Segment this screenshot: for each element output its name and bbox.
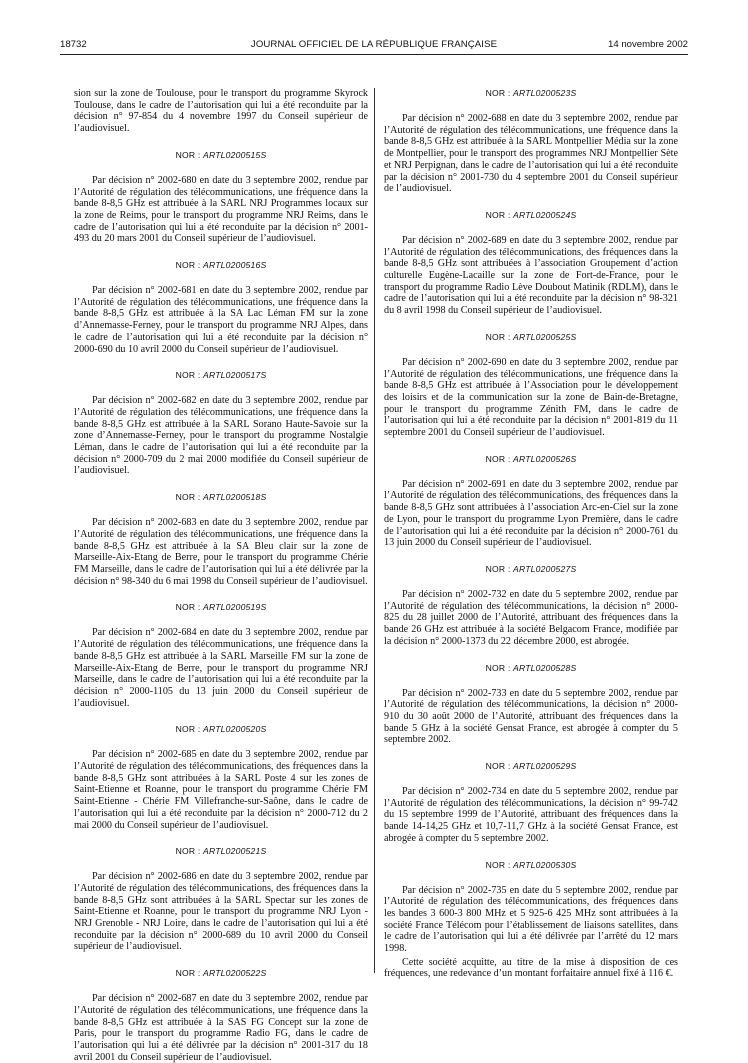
nor-reference <box>384 454 678 464</box>
nor-id: ARTL0200525S <box>513 331 577 342</box>
nor-label: NOR : <box>485 859 511 870</box>
right-column <box>384 88 678 980</box>
nor-label: NOR : <box>175 846 201 857</box>
decision-paragraph: Par décision n° 2002-733 en date du 5 septembre 2002, rendue par l’Autorité de régulation des télécommunications, la décision n° 2000-910 du 30 août 2000 de l’Autorité, attribuant des fréquences dans la bande 5 GHz à la société Gensat France, est abrogée à compter du 5 septembre 2002. <box>384 687 678 746</box>
page-header <box>60 39 688 53</box>
decision-paragraph: Par décision n° 2002-685 en date du 3 septembre 2002, rendue par l’Autorité de régulation des télécommunications, des fréquences dans la bande 8-8,5 GHz sont attribuées à la SARL Poste 4 sur les zones de Saint-Etienne et Roanne, pour le transport du programme Chérie FM Saint-Etienne - Chérie FM Villefranche-sur-Saône, dans le cadre de l’autorisation qui lui a été reconduite par la décision n° 2000-712 du 2 mai 2000 du Conseil supérieur de l’audiovisuel. <box>74 749 368 831</box>
nor-label: NOR : <box>175 724 201 735</box>
nor-reference <box>384 332 678 342</box>
decision-paragraph: Par décision n° 2002-680 en date du 3 septembre 2002, rendue par l’Autorité de régulation des télécommunications, une fréquence dans la bande 8-8,5 GHz est attribuée à la SARL NRJ Programmes locaux sur la zone de Reims, pour le transport du programme NRJ Reims, dans le cadre de l’autorisation qui lui a été reconduite par la décision n° 2001-493 du 20 mars 2001 du Conseil supérieur de l’audiovisuel. <box>74 174 368 245</box>
decision-paragraph: Par décision n° 2002-681 en date du 3 septembre 2002, rendue par l’Autorité de régulation des télécommunications, une fréquence dans la bande 8-8,5 GHz est attribuée à la SA Lac Léman FM sur la zone d’Annemasse-Ferney, pour le transport du programme NRJ Alpes, dans le cadre de l’autorisation qui lui a été reconduite par la décision n° 2000-690 du 10 avril 2000 du Conseil supérieur de l’audiovisuel. <box>74 285 368 355</box>
nor-reference <box>74 492 368 502</box>
nor-label: NOR : <box>485 662 511 673</box>
nor-label: NOR : <box>175 602 201 613</box>
nor-label: NOR : <box>485 453 511 464</box>
nor-label: NOR : <box>485 331 511 342</box>
nor-reference <box>74 724 368 734</box>
nor-id: ARTL0200517S <box>203 370 267 381</box>
nor-reference <box>384 564 678 574</box>
nor-label: NOR : <box>175 260 201 271</box>
nor-id: ARTL0200527S <box>513 563 577 574</box>
nor-id: ARTL0200518S <box>203 492 267 503</box>
column-divider <box>374 88 375 973</box>
decision-paragraph: Par décision n° 2002-734 en date du 5 septembre 2002, rendue par l’Autorité de régulation des télécommunications, la décision n° 99-742 du 15 septembre 1999 de l’Autorité, attribuant des fréquences dans la bande 14-14,25 GHz et 10,7-11,7 GHz à la société Gensat France, est abrogée à compter du 5 septembre 2002. <box>384 786 678 844</box>
nor-reference <box>384 210 678 220</box>
nor-label: NOR : <box>485 209 511 220</box>
nor-id: ARTL0200522S <box>203 968 267 979</box>
nor-id: ARTL0200520S <box>203 724 267 735</box>
nor-label: NOR : <box>485 563 511 574</box>
left-column <box>74 88 368 1063</box>
nor-reference <box>74 602 368 612</box>
nor-reference <box>384 88 678 98</box>
decision-paragraph: Par décision n° 2002-691 en date du 3 septembre 2002, rendue par l’Autorité de régulation des télécommunications, des fréquences dans la bande 8-8,5 GHz sont attribuées à l’association Arc-en-Ciel sur la zone de Lyon, pour le transport du programme Lyon Première, dans le cadre de l’autorisation qui lui a été reconduite par la décision n° 2000-761 du 13 juin 2000 du Conseil supérieur de l’audiovisuel. <box>384 478 678 549</box>
nor-label: NOR : <box>175 149 201 160</box>
decision-paragraph: Par décision n° 2002-690 en date du 3 septembre 2002, rendue par l’Autorité de régulation des télécommunications, une fréquence dans la bande 8-8,5 GHz est attribuée à l’Association pour le développement des loisirs et de la communication sur la zone de Bain-de-Bretagne, pour le transport du programme Zénith FM, dans le cadre de l’autorisation qui lui a été reconduite par la décision n° 2001-819 du 11 septembre 2001 du Conseil supérieur de l’audiovisuel. <box>384 356 678 439</box>
nor-reference <box>74 260 368 270</box>
nor-id: ARTL0200530S <box>513 859 577 870</box>
decision-paragraph: Par décision n° 2002-732 en date du 5 septembre 2002, rendue par l’Autorité de régulation des télécommunications, la décision n° 2000-825 du 28 juillet 2000 de l’Autorité, attribuant des fréquences dans la bande 26 GHz est attribuée à la société Belgacom France, modifiée par la décision n° 2000-1373 du 22 décembre 2000, est abrogée. <box>384 588 678 647</box>
decision-paragraph: Par décision n° 2002-688 en date du 3 septembre 2002, rendue par l’Autorité de régulation des télécommunications, une fréquence dans la bande 8-8,5 GHz est attribuée à la SARL Montpellier Média sur la zone de Montpellier, pour le transport des programmes NRJ Montpellier Sète et NRJ Perpignan, dans le cadre de l’autorisation qui lui a été reconduite par la décision n° 2001-730 du 4 septembre 2001 du Conseil supérieur de l’audiovisuel. <box>384 113 678 195</box>
decision-extra-paragraph: Cette société acquitte, au titre de la mise à disposition de ces fréquences, une redevance d’un montant forfaitaire annuel fixé à 116 €. <box>384 956 678 980</box>
nor-reference <box>384 761 678 771</box>
nor-id: ARTL0200523S <box>513 88 577 98</box>
header-rule <box>60 54 688 55</box>
decision-paragraph: Par décision n° 2002-683 en date du 3 septembre 2002, rendue par l’Autorité de régulation des télécommunications, une fréquence dans la bande 8-8,5 GHz est attribuée à la SA Bleu clair sur la zone de Marseille-Aix-Etang de Berre, pour le transport du programme Chérie FM Marseille, dans le cadre de l’autorisation qui lui a été délivrée par la décision n° 98-340 du 6 mai 1998 du Conseil supérieur de l’audiovisuel. <box>74 517 368 587</box>
issue-date: 14 novembre 2002 <box>607 39 688 50</box>
nor-id: ARTL0200526S <box>513 453 577 464</box>
decision-paragraph: Par décision n° 2002-687 en date du 3 septembre 2002, rendue par l’Autorité de régulation des télécommunications, une fréquence dans la bande 8-8,5 GHz est attribuée à la SAS FG Concept sur la zone de Paris, pour le transport du programme Radio FG, dans le cadre de l’autorisation qui lui a été délivrée par la décision n° 2001-317 du 18 avril 2001 du Conseil supérieur de l’audiovisuel. <box>74 993 368 1063</box>
decision-paragraph: Par décision n° 2002-689 en date du 3 septembre 2002, rendue par l’Autorité de régulation des télécommunications, des fréquences dans la bande 8-8,5 GHz sont attribuées à l’association Groupement d’action culturelle Eugène-Lacaille sur la zone de Fort-de-France, pour le transport du programme Radio Lève Doubout Matinik (RDLM), dans le cadre de l’autorisation qui lui a été reconduite par la décision n° 98-321 du 8 avril 1998 du Conseil supérieur de l’audiovisuel. <box>384 234 678 317</box>
page-number: 18732 <box>60 39 87 50</box>
decision-paragraph: Par décision n° 2002-686 en date du 3 septembre 2002, rendue par l’Autorité de régulation des télécommunications, des fréquences dans la bande 8-8,5 GHz sont attribuées à la SARL Spectar sur les zones de Saint-Etienne et Roanne, pour le transport du programme NRJ Lyon - NRJ Grenoble - NRJ Loire, dans le cadre de l’autorisation qui lui a été reconduite par la décision n° 2000-689 du 10 avril 2000 du Conseil supérieur de l’audiovisuel. <box>74 871 368 953</box>
continuation-paragraph: sion sur la zone de Toulouse, pour le transport du programme Skyrock Toulouse, dans le cadre de l’autorisation qui lui a été reconduite par la décision n° 97-854 du 4 novembre 1997 du Conseil supérieur de l’audiovisuel. <box>74 88 368 135</box>
nor-id: ARTL0200521S <box>203 846 267 857</box>
decision-paragraph: Par décision n° 2002-735 en date du 5 septembre 2002, rendue par l’Autorité de régulation des télécommunications, des fréquences dans les bandes 3 600-3 800 MHz et 5 925-6 425 MHz sont attribuées à la société France Télécom pour l’établissement de liaisons satellites, dans le cadre de l’autorisation qui lui a été délivrée par l’arrêté du 12 mars 1998. <box>384 884 678 955</box>
nor-label: NOR : <box>175 492 201 503</box>
nor-reference <box>384 860 678 870</box>
nor-id: ARTL0200515S <box>203 149 267 160</box>
nor-reference <box>384 663 678 673</box>
nor-id: ARTL0200528S <box>513 662 577 673</box>
decision-paragraph: Par décision n° 2002-682 en date du 3 septembre 2002, rendue par l’Autorité de régulation des télécommunications, une fréquence dans la bande 8-8,5 GHz est attribuée à la SARL Sorano Haute-Savoie sur la zone d’Annemasse-Ferney, pour le transport du programme Nostalgie Léman, dans le cadre de l’autorisation qui lui a été reconduite par la décision n° 2000-709 du 2 mai 2000 modifiée du Conseil supérieur de l’audiovisuel. <box>74 395 368 477</box>
nor-label: NOR : <box>175 370 201 381</box>
nor-label: NOR : <box>485 761 511 772</box>
decision-paragraph: Par décision n° 2002-684 en date du 3 septembre 2002, rendue par l’Autorité de régulation des télécommunications, une fréquence dans la bande 8-8,5 GHz est attribuée à la SARL Marseille FM sur la zone de Marseille-Aix-Etang de Berre, pour le transport du programme NRJ Marseille, dans le cadre de l’autorisation qui lui a été reconduite par la décision n° 2000-1105 du 13 juin 2000 du Conseil supérieur de l’audiovisuel. <box>74 627 368 709</box>
nor-id: ARTL0200519S <box>203 602 267 613</box>
nor-reference <box>74 150 368 160</box>
nor-reference <box>74 968 368 978</box>
nor-reference <box>74 370 368 380</box>
nor-label: NOR : <box>175 968 201 979</box>
nor-reference <box>74 846 368 856</box>
nor-id: ARTL0200516S <box>203 260 267 271</box>
nor-label: NOR : <box>485 88 511 98</box>
journal-title: JOURNAL OFFICIEL DE LA RÉPUBLIQUE FRANÇAISE <box>250 39 498 50</box>
nor-id: ARTL0200529S <box>513 761 577 772</box>
nor-id: ARTL0200524S <box>513 209 577 220</box>
